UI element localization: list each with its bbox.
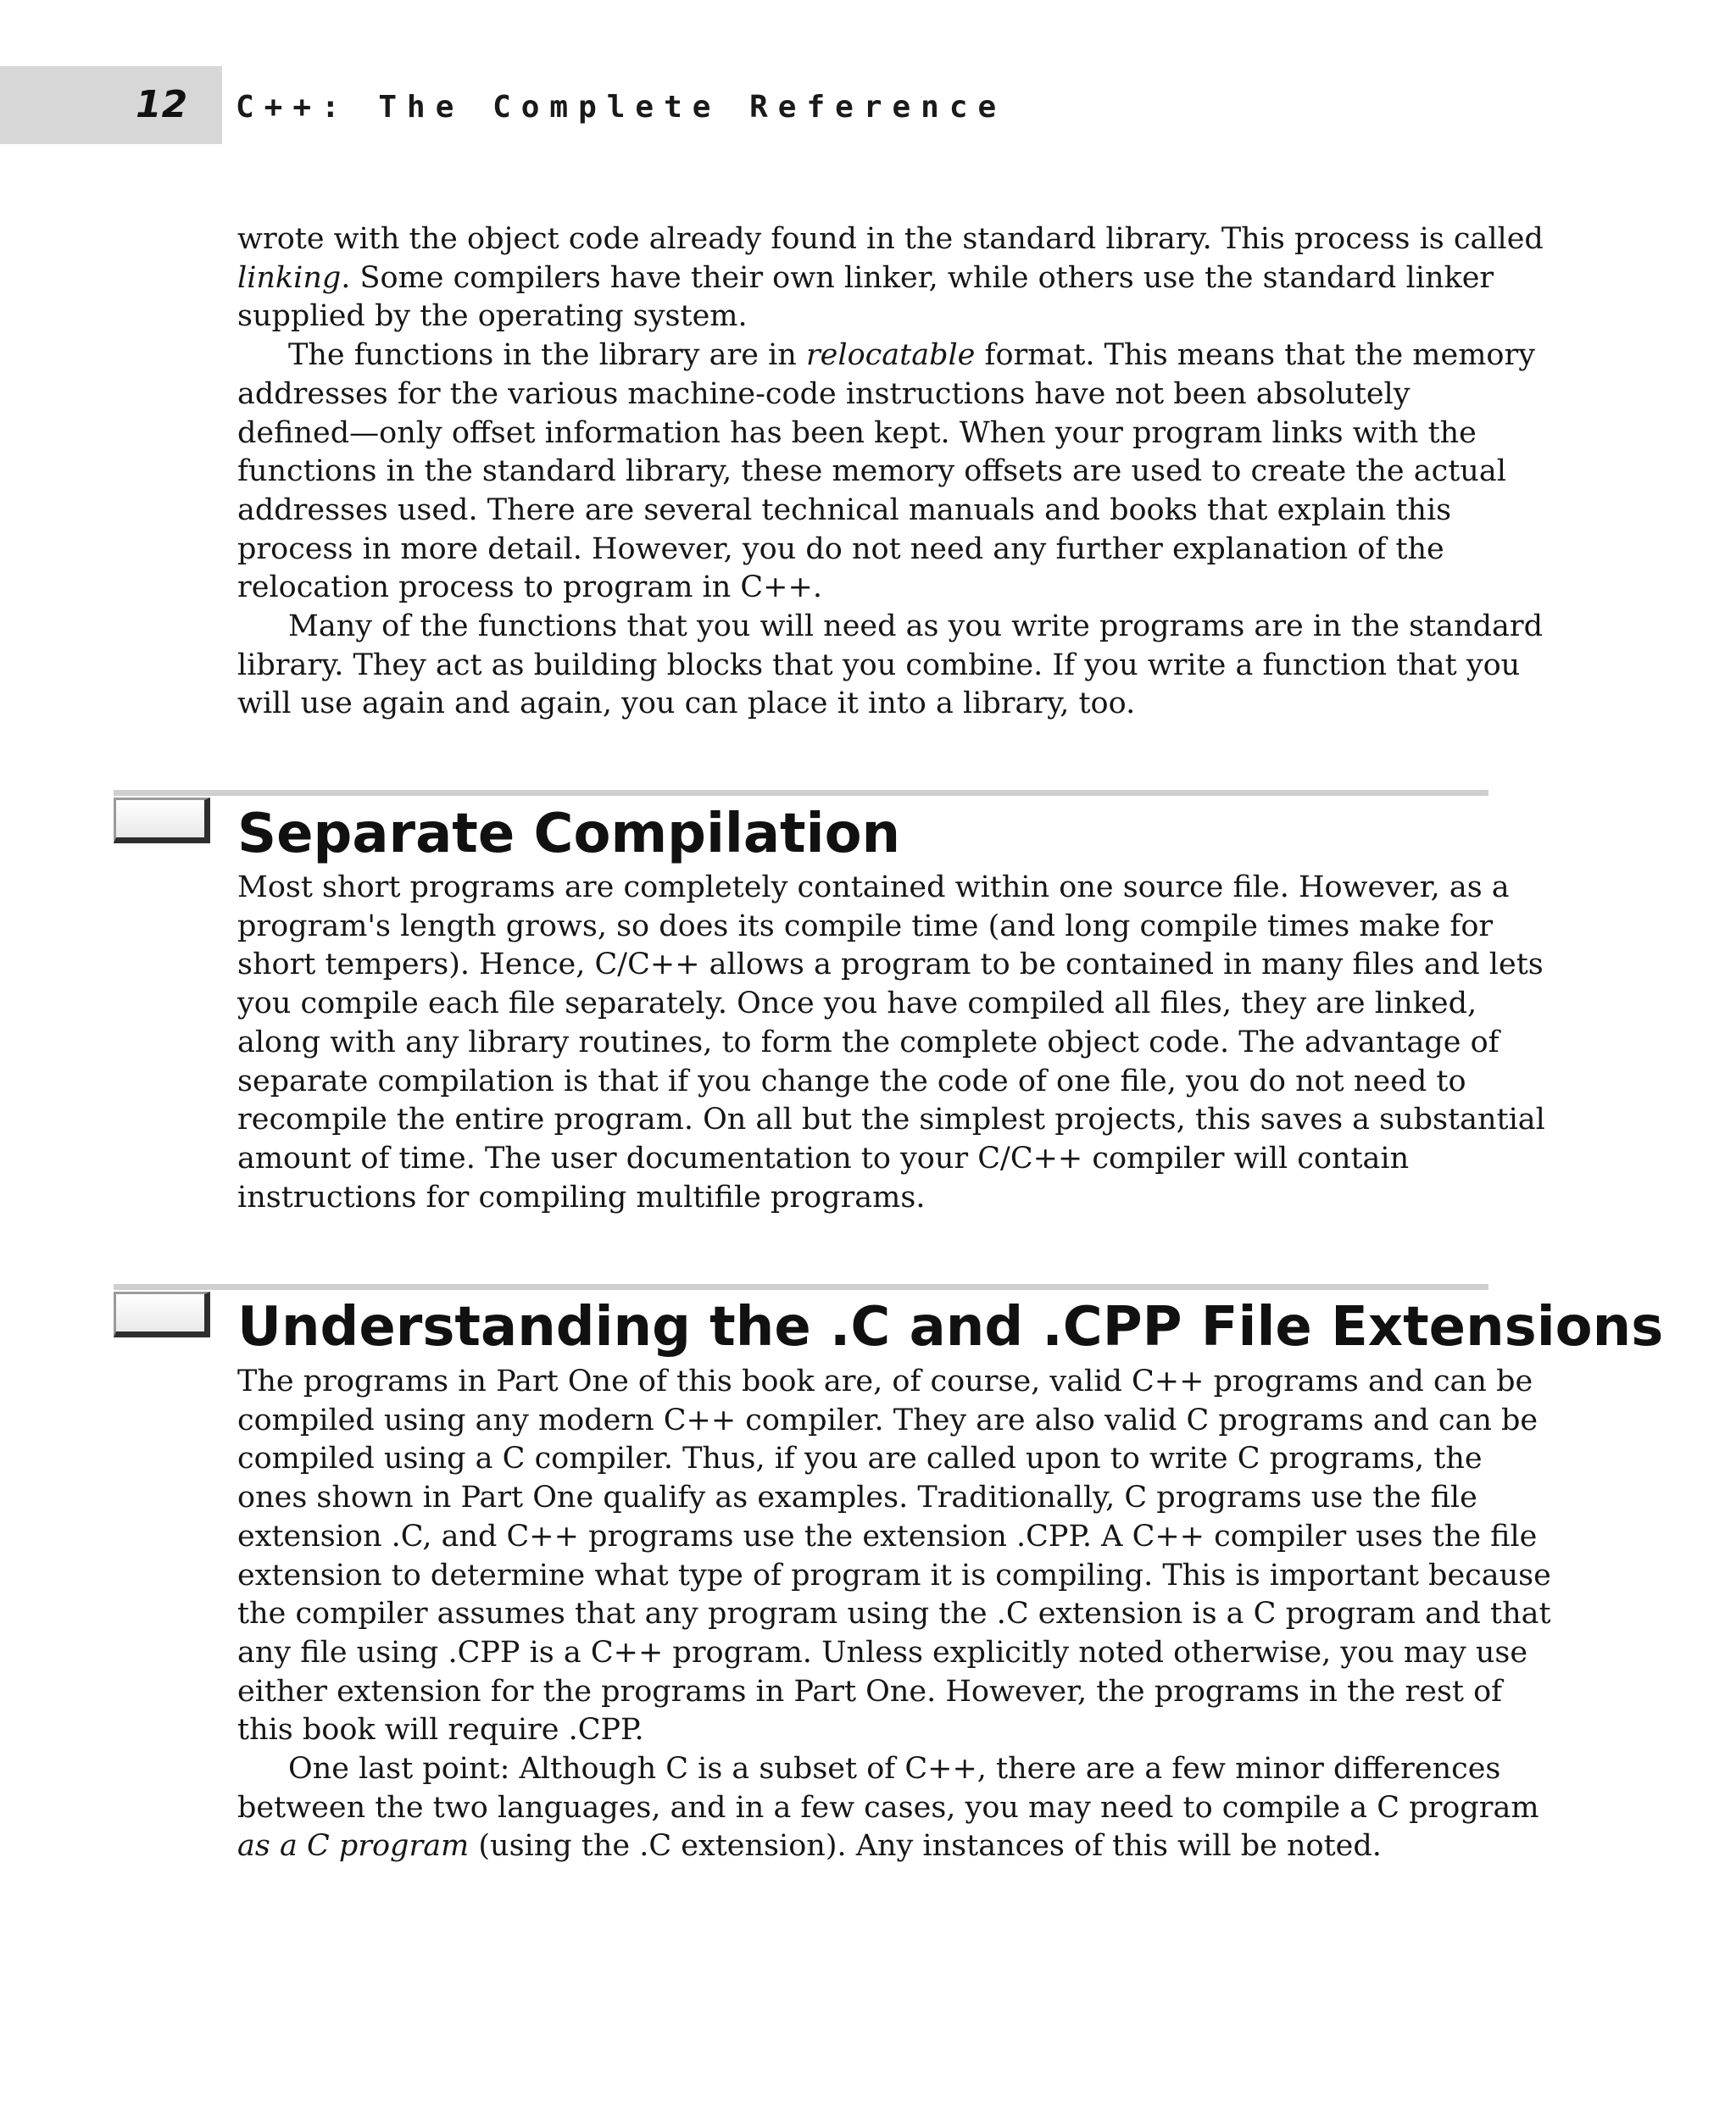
text-line: the compiler assumes that any program using the .C extension is a C program and that — [237, 1597, 1551, 1632]
text-line: separate compilation is that if you change the code of one file, you do not need to — [237, 1064, 1466, 1098]
text-line: instructions for compiling multifile programs. — [237, 1180, 926, 1215]
text-line: Most short programs are completely contained within one source file. However, as a — [237, 870, 1510, 904]
section1-paragraph — [237, 869, 1545, 1217]
text-line: extension to determine what type of program it is compiling. This is important because — [237, 1558, 1551, 1593]
text-line: either extension for the programs in Part One. However, the programs in the rest of — [237, 1674, 1503, 1709]
emphasis-relocatable: relocatable — [805, 338, 976, 373]
text-line: relocation process to program in C++. — [237, 570, 822, 605]
text-line: along with any library routines, to form the complete object code. The advantage of — [237, 1025, 1500, 1059]
section-rule — [114, 1284, 1488, 1290]
text-line: between the two languages, and in a few cases, you may need to compile a C program — [237, 1790, 1539, 1825]
text-line: One last point: Although C is a subset of C++, there are a few minor differences — [288, 1752, 1501, 1787]
text-line: process in more detail. However, you do not need any further explanation of the — [237, 531, 1444, 566]
section1-text — [237, 869, 1545, 1217]
text-line: addresses used. There are several technical manuals and books that explain this — [237, 492, 1452, 527]
text-span: . Some compilers have their own linker, while others use the standard linker — [341, 260, 1494, 295]
text-line: functions in the standard library, these memory offsets are used to create the actual — [237, 454, 1506, 489]
text-line: this book will require .CPP. — [237, 1713, 644, 1748]
text-line — [237, 336, 1535, 375]
text-line: recompile the entire program. On all but the simplest projects, this saves a substantial — [237, 1103, 1545, 1137]
running-title: C++: The Complete Reference — [236, 90, 1007, 125]
intro-paragraph-3 — [237, 608, 1543, 724]
page-number-tab — [0, 66, 222, 144]
section-heading-separate-compilation: Separate Compilation — [237, 803, 901, 865]
intro-paragraph-1 — [237, 220, 1544, 336]
section-marker-icon — [114, 798, 210, 843]
text-line: program's length grows, so does its compile time (and long compile times make for — [237, 909, 1494, 943]
text-line: extension .C, and C++ programs use the extension .CPP. A C++ compiler uses the file — [237, 1519, 1538, 1554]
emphasis-as-a-c-program: as a C program — [237, 1829, 470, 1864]
text-line: wrote with the object code already found in the standard library. This process is called — [237, 222, 1544, 256]
text-line: library. They act as building blocks that you combine. If you write a function that you — [237, 648, 1521, 682]
text-span: format. This means that the memory — [975, 338, 1535, 373]
page-number: 12 — [136, 83, 188, 126]
text-line: any file using .CPP is a C++ program. Unless explicitly noted otherwise, you may use — [237, 1635, 1528, 1670]
text-line: supplied by the operating system. — [237, 299, 748, 334]
text-line: addresses for the various machine-code instructions have not been absolutely — [237, 376, 1410, 411]
text-line: you compile each file separately. Once you have compiled all files, they are linked, — [237, 987, 1477, 1021]
text-line: defined—only offset information has been kept. When your program links with the — [237, 415, 1477, 450]
text-span: The functions in the library are in — [288, 338, 806, 373]
text-line — [237, 1827, 1492, 1866]
text-line: will use again and again, you can place it into a library, too. — [237, 687, 1136, 721]
text-line: compiled using any modern C++ compiler. They are also valid C programs and can be — [237, 1403, 1538, 1437]
text-line: short tempers). Hence, C/C++ allows a program to be contained in many files and lets — [237, 948, 1544, 982]
intro-text — [237, 220, 1544, 724]
text-line — [237, 259, 1492, 298]
text-line: Many of the functions that you will need as you write programs are in the standard — [288, 609, 1543, 644]
intro-paragraph-2 — [237, 336, 1535, 608]
section-heading-file-extensions: Understanding the .C and .CPP File Extensions — [237, 1296, 1664, 1359]
section2-text — [237, 1363, 1551, 1866]
text-line: The programs in Part One of this book are, of course, valid C++ programs and can be — [237, 1365, 1533, 1398]
section2-paragraph-1 — [237, 1363, 1551, 1750]
section-marker-icon — [114, 1292, 210, 1337]
text-line: compiled using a C compiler. Thus, if you are called upon to write C programs, the — [237, 1442, 1483, 1476]
text-line: amount of time. The user documentation to your C/C++ compiler will contain — [237, 1141, 1410, 1176]
text-span: (using the .C extension). Any instances of this will be noted. — [469, 1829, 1382, 1864]
text-line: ones shown in Part One qualify as examples. Traditionally, C programs use the file — [237, 1481, 1477, 1515]
emphasis-linking: linking — [237, 260, 342, 295]
section-rule — [114, 790, 1488, 796]
section2-paragraph-2 — [237, 1750, 1539, 1866]
